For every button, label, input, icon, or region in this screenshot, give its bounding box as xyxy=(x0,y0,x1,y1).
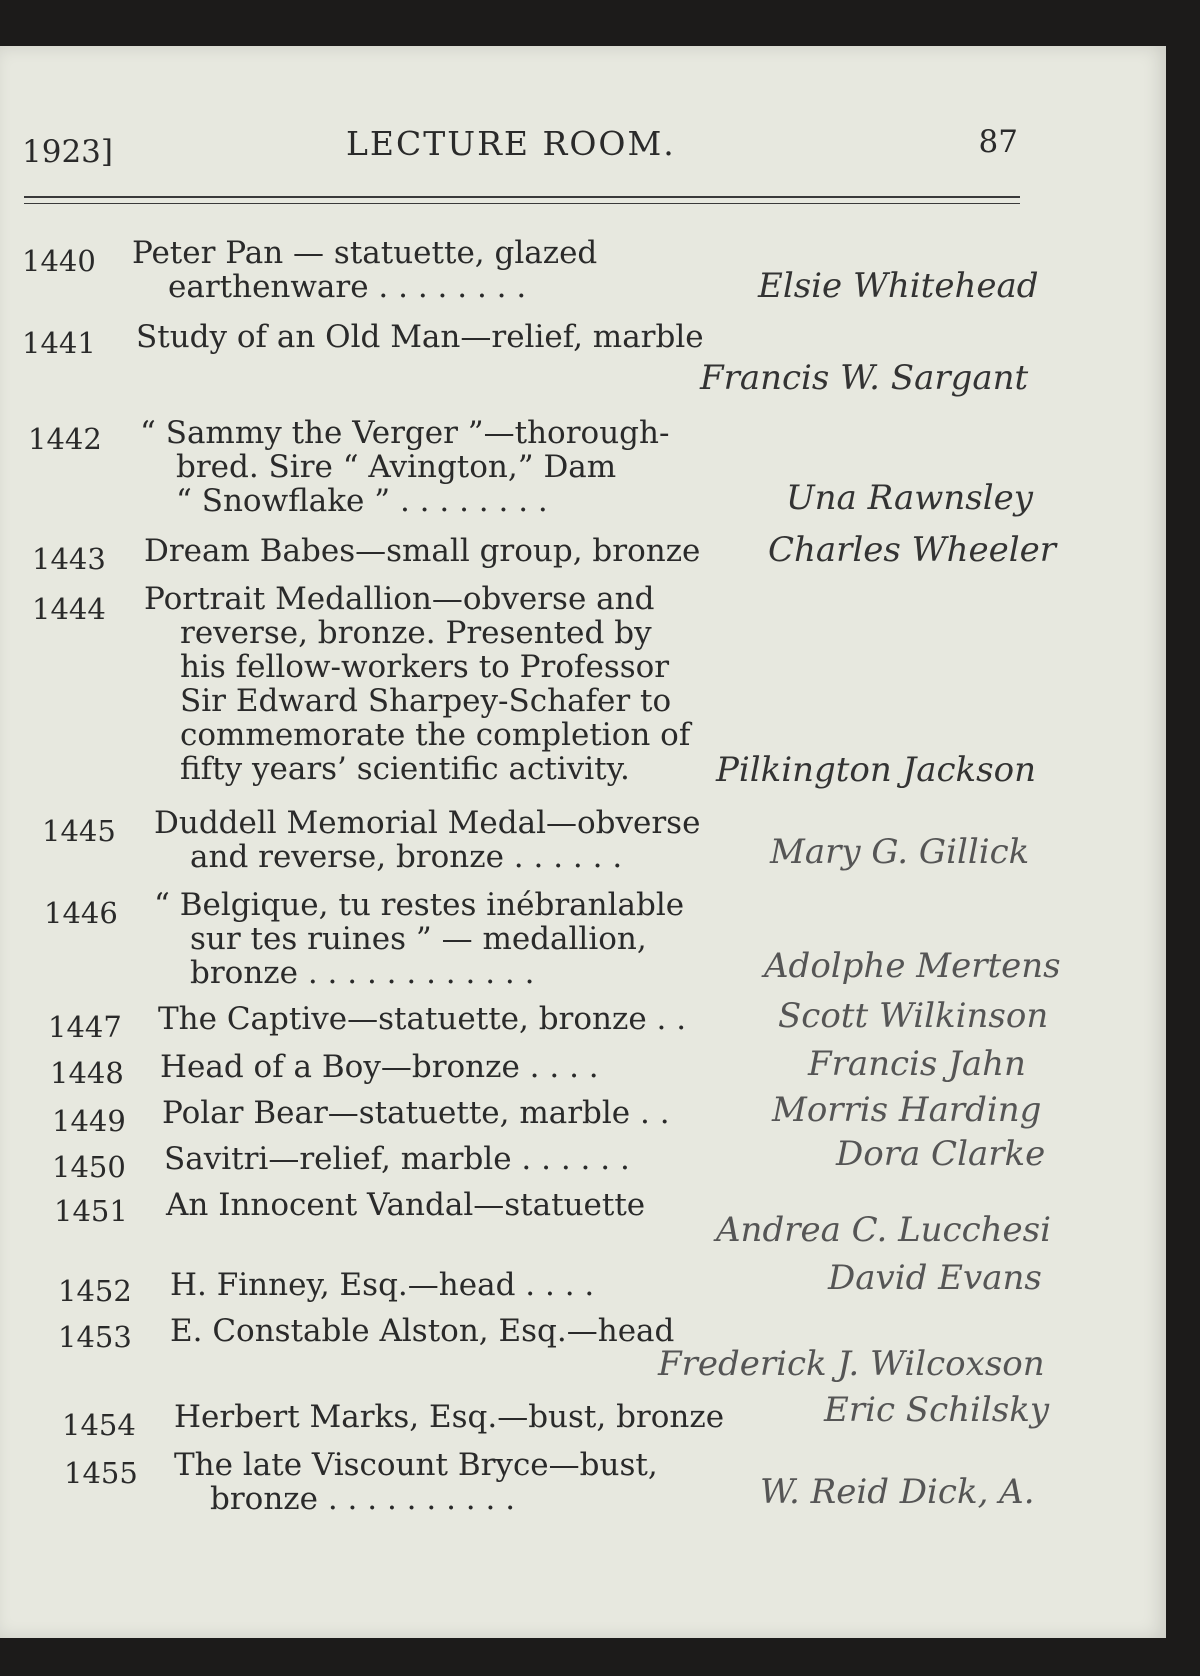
entry-number: 1451 xyxy=(54,1194,128,1228)
entry-title-line: sur tes ruines ” — medallion, xyxy=(190,921,647,957)
entry-title-line: The Captive—statuette, bronze . . xyxy=(158,1001,687,1037)
entry-title-line: his fellow-workers to Professor xyxy=(180,649,670,685)
entry-artist: Francis W. Sargant xyxy=(700,358,1029,398)
entry-title xyxy=(140,416,669,518)
entry-number: 1454 xyxy=(62,1408,136,1442)
entry-artist: Adolphe Mertens xyxy=(764,946,1061,986)
entry-title-line: Portrait Medallion—obverse and xyxy=(144,581,655,617)
entry-title xyxy=(170,1268,594,1302)
entry-number: 1453 xyxy=(58,1320,132,1354)
header-rule-bottom xyxy=(24,203,1020,204)
entry-artist: Frederick J. Wilcoxson xyxy=(658,1344,1045,1384)
entry-title xyxy=(158,1002,686,1036)
entry-title-line: reverse, bronze. Presented by xyxy=(180,615,652,651)
entry-title-line: Herbert Marks, Esq.—bust, bronze xyxy=(174,1399,725,1435)
entry-title-line: Polar Bear—statuette, marble . . xyxy=(162,1095,670,1131)
entry-title xyxy=(154,888,684,990)
entry-number: 1444 xyxy=(32,592,106,626)
entry-number: 1440 xyxy=(22,244,96,278)
entry-title xyxy=(166,1188,645,1222)
entry-title-line: Dream Babes—small group, bronze xyxy=(144,533,701,569)
entry-number: 1445 xyxy=(42,814,116,848)
entry-title-line: E. Constable Alston, Esq.—head xyxy=(170,1313,675,1349)
entry-artist: David Evans xyxy=(828,1258,1042,1298)
entry-title-line: An Innocent Vandal—statuette xyxy=(166,1187,646,1223)
entry-title-line: “ Snowflake ” . . . . . . . . xyxy=(176,483,548,519)
entry-title-line: Sir Edward Sharpey-Schafer to xyxy=(180,683,672,719)
entry-title-line: bred. Sire “ Avington,” Dam xyxy=(176,449,617,485)
entry-artist: Dora Clarke xyxy=(836,1134,1046,1174)
entry-title-line: Study of an Old Man—relief, marble xyxy=(136,319,704,355)
entry-number: 1443 xyxy=(32,542,106,576)
entry-number: 1449 xyxy=(52,1104,126,1138)
entry-number: 1455 xyxy=(64,1456,138,1490)
entry-title xyxy=(160,1050,599,1084)
entry-number: 1447 xyxy=(48,1010,122,1044)
entry-title-line: commemorate the completion of xyxy=(180,717,691,753)
entry-title-line: bronze . . . . . . . . . . xyxy=(210,1481,516,1517)
entry-artist: Elsie Whitehead xyxy=(758,266,1039,306)
entry-artist: Francis Jahn xyxy=(808,1044,1026,1084)
entry-title-line: Savitri—relief, marble . . . . . . xyxy=(164,1141,630,1177)
entry-title-line: Duddell Memorial Medal—obverse xyxy=(154,805,701,841)
entry-title-line: and reverse, bronze . . . . . . xyxy=(190,839,623,875)
entry-number: 1452 xyxy=(58,1274,132,1308)
entry-title xyxy=(174,1400,724,1434)
entry-title xyxy=(170,1314,674,1348)
entry-title-line: Peter Pan — statuette, glazed xyxy=(132,235,598,271)
entry-title xyxy=(144,582,690,786)
entry-title-line: “ Belgique, tu restes inébranlable xyxy=(154,887,685,923)
header-year: 1923] xyxy=(22,134,113,170)
page-number: 87 xyxy=(978,124,1018,160)
entry-title-line: “ Sammy the Verger ”—thorough- xyxy=(140,415,670,451)
entry-artist: Charles Wheeler xyxy=(768,530,1057,570)
entry-title-line: Head of a Boy—bronze . . . . xyxy=(160,1049,599,1085)
entry-number: 1450 xyxy=(52,1150,126,1184)
entry-title xyxy=(144,534,700,568)
entry-number: 1448 xyxy=(50,1056,124,1090)
entry-artist: Andrea C. Lucchesi xyxy=(716,1210,1051,1250)
entry-title xyxy=(174,1448,658,1516)
entry-number: 1442 xyxy=(28,422,102,456)
entry-artist: Mary G. Gillick xyxy=(770,832,1030,872)
entry-title xyxy=(164,1142,630,1176)
entry-title xyxy=(132,236,597,304)
entry-artist: Scott Wilkinson xyxy=(778,996,1049,1036)
entry-title-line: earthenware . . . . . . . . xyxy=(168,269,527,305)
entry-artist: Eric Schilsky xyxy=(824,1390,1050,1430)
entry-title xyxy=(136,320,704,354)
page-header xyxy=(22,100,1018,170)
entry-artist: Una Rawnsley xyxy=(786,478,1033,518)
entry-artist: Morris Harding xyxy=(772,1090,1042,1130)
entry-title-line: fifty years’ scientific activity. xyxy=(180,751,630,787)
entry-title-line: bronze . . . . . . . . . . . . xyxy=(190,955,535,991)
entry-title-line: H. Finney, Esq.—head . . . . xyxy=(170,1267,595,1303)
header-rule-top xyxy=(24,196,1020,198)
entry-title xyxy=(154,806,700,874)
entry-artist: Pilkington Jackson xyxy=(716,750,1036,790)
page-title: LECTURE ROOM. xyxy=(346,124,676,163)
entry-title-line: The late Viscount Bryce—bust, xyxy=(174,1447,658,1483)
entry-title xyxy=(162,1096,670,1130)
entry-number: 1441 xyxy=(22,326,96,360)
entry-number: 1446 xyxy=(44,896,118,930)
entry-artist: W. Reid Dick, A. xyxy=(760,1472,1035,1512)
